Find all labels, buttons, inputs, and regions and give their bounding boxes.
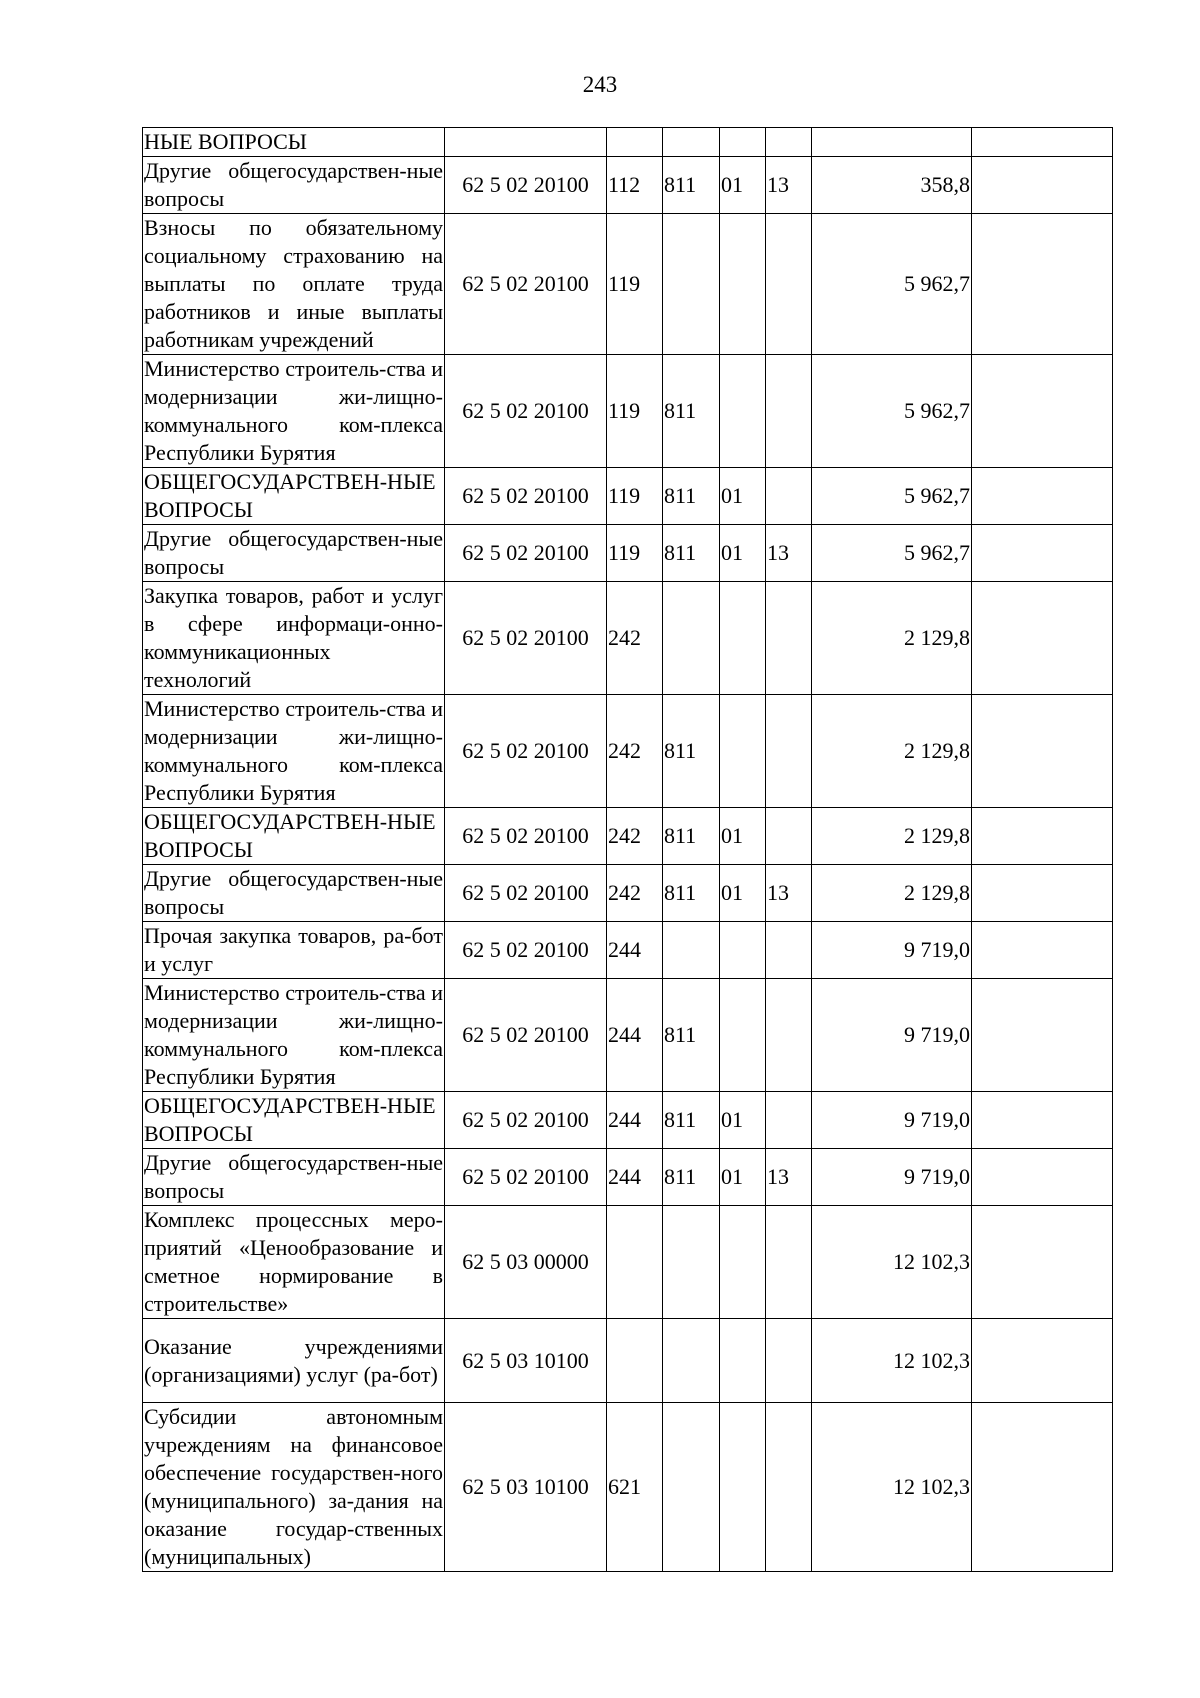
expense-type-code-cell xyxy=(607,128,663,157)
item-name-cell: ОБЩЕГОСУДАРСТВЕН-НЫЕ ВОПРОСЫ xyxy=(143,808,445,865)
target-article-code-cell: 62 5 03 00000 xyxy=(445,1206,607,1319)
extra-column-cell xyxy=(972,922,1113,979)
extra-column-cell xyxy=(972,1206,1113,1319)
item-name-cell: Комплекс процессных меро-приятий «Ценообразование и сметное нормирование в строительстве» xyxy=(143,1206,445,1319)
item-name-cell: Министерство строитель-ства и модернизации жи-лищно-коммунального ком-плекса Республики Бурятия xyxy=(143,979,445,1092)
expense-type-code-cell: 119 xyxy=(607,468,663,525)
amount-cell: 5 962,7 xyxy=(812,214,972,355)
expense-type-code-cell: 242 xyxy=(607,695,663,808)
subsection-code-cell xyxy=(766,979,812,1092)
section-code-cell xyxy=(720,355,766,468)
target-article-code-cell: 62 5 02 20100 xyxy=(445,582,607,695)
expense-type-code-cell: 621 xyxy=(607,1403,663,1572)
subsection-code-cell xyxy=(766,695,812,808)
subsection-code-cell: 13 xyxy=(766,1149,812,1206)
ministry-code-cell: 811 xyxy=(663,468,720,525)
ministry-code-cell xyxy=(663,128,720,157)
ministry-code-cell xyxy=(663,1319,720,1403)
amount-cell: 9 719,0 xyxy=(812,1149,972,1206)
table-row xyxy=(143,355,1113,468)
expense-type-code-cell: 244 xyxy=(607,979,663,1092)
item-name-cell: Министерство строитель-ства и модернизации жи-лищно-коммунального ком-плекса Республики Бурятия xyxy=(143,355,445,468)
amount-cell: 12 102,3 xyxy=(812,1319,972,1403)
expense-type-code-cell xyxy=(607,1206,663,1319)
table-row xyxy=(143,695,1113,808)
target-article-code-cell: 62 5 02 20100 xyxy=(445,865,607,922)
ministry-code-cell: 811 xyxy=(663,808,720,865)
table-row xyxy=(143,214,1113,355)
section-code-cell xyxy=(720,922,766,979)
table-row xyxy=(143,1092,1113,1149)
ministry-code-cell: 811 xyxy=(663,1149,720,1206)
item-name-cell: Министерство строитель-ства и модернизации жи-лищно-коммунального ком-плекса Республики Бурятия xyxy=(143,695,445,808)
target-article-code-cell: 62 5 02 20100 xyxy=(445,157,607,214)
target-article-code-cell: 62 5 02 20100 xyxy=(445,355,607,468)
table-row xyxy=(143,1403,1113,1572)
table-body xyxy=(143,128,1113,1572)
section-code-cell: 01 xyxy=(720,468,766,525)
target-article-code-cell: 62 5 03 10100 xyxy=(445,1319,607,1403)
target-article-code-cell: 62 5 02 20100 xyxy=(445,525,607,582)
table-row xyxy=(143,1319,1113,1403)
subsection-code-cell xyxy=(766,1092,812,1149)
expense-type-code-cell: 242 xyxy=(607,865,663,922)
expense-type-code-cell: 119 xyxy=(607,355,663,468)
subsection-code-cell xyxy=(766,922,812,979)
target-article-code-cell: 62 5 03 10100 xyxy=(445,1403,607,1572)
subsection-code-cell: 13 xyxy=(766,865,812,922)
ministry-code-cell: 811 xyxy=(663,355,720,468)
ministry-code-cell xyxy=(663,214,720,355)
table-row xyxy=(143,922,1113,979)
page-number: 243 xyxy=(582,72,618,97)
subsection-code-cell xyxy=(766,468,812,525)
amount-cell: 2 129,8 xyxy=(812,808,972,865)
subsection-code-cell xyxy=(766,1403,812,1572)
ministry-code-cell: 811 xyxy=(663,525,720,582)
item-name-cell: Оказание учреждениями (организациями) услуг (ра-бот) xyxy=(143,1319,445,1403)
extra-column-cell xyxy=(972,865,1113,922)
amount-cell: 2 129,8 xyxy=(812,695,972,808)
table-row xyxy=(143,525,1113,582)
subsection-code-cell: 13 xyxy=(766,525,812,582)
target-article-code-cell xyxy=(445,128,607,157)
table-row xyxy=(143,979,1113,1092)
extra-column-cell xyxy=(972,355,1113,468)
expense-type-code-cell: 244 xyxy=(607,1149,663,1206)
section-code-cell: 01 xyxy=(720,157,766,214)
ministry-code-cell: 811 xyxy=(663,1092,720,1149)
amount-cell: 5 962,7 xyxy=(812,355,972,468)
section-code-cell xyxy=(720,1206,766,1319)
subsection-code-cell xyxy=(766,128,812,157)
budget-table xyxy=(142,127,1113,1572)
target-article-code-cell: 62 5 02 20100 xyxy=(445,214,607,355)
expense-type-code-cell: 244 xyxy=(607,922,663,979)
section-code-cell: 01 xyxy=(720,525,766,582)
target-article-code-cell: 62 5 02 20100 xyxy=(445,468,607,525)
expense-type-code-cell: 119 xyxy=(607,214,663,355)
extra-column-cell xyxy=(972,808,1113,865)
amount-cell: 9 719,0 xyxy=(812,1092,972,1149)
table-row xyxy=(143,808,1113,865)
item-name-cell: ОБЩЕГОСУДАРСТВЕН-НЫЕ ВОПРОСЫ xyxy=(143,1092,445,1149)
item-name-cell: Прочая закупка товаров, ра-бот и услуг xyxy=(143,922,445,979)
table-row xyxy=(143,1206,1113,1319)
extra-column-cell xyxy=(972,157,1113,214)
ministry-code-cell xyxy=(663,582,720,695)
ministry-code-cell xyxy=(663,1403,720,1572)
section-code-cell xyxy=(720,214,766,355)
table-row xyxy=(143,157,1113,214)
amount-cell: 12 102,3 xyxy=(812,1403,972,1572)
ministry-code-cell: 811 xyxy=(663,695,720,808)
target-article-code-cell: 62 5 02 20100 xyxy=(445,695,607,808)
extra-column-cell xyxy=(972,214,1113,355)
amount-cell: 2 129,8 xyxy=(812,582,972,695)
expense-type-code-cell: 244 xyxy=(607,1092,663,1149)
subsection-code-cell xyxy=(766,1319,812,1403)
amount-cell: 9 719,0 xyxy=(812,979,972,1092)
amount-cell: 2 129,8 xyxy=(812,865,972,922)
ministry-code-cell: 811 xyxy=(663,157,720,214)
target-article-code-cell: 62 5 02 20100 xyxy=(445,922,607,979)
expense-type-code-cell: 242 xyxy=(607,808,663,865)
table-row xyxy=(143,468,1113,525)
section-code-cell: 01 xyxy=(720,1092,766,1149)
ministry-code-cell xyxy=(663,1206,720,1319)
subsection-code-cell: 13 xyxy=(766,157,812,214)
section-code-cell: 01 xyxy=(720,808,766,865)
extra-column-cell xyxy=(972,1403,1113,1572)
target-article-code-cell: 62 5 02 20100 xyxy=(445,1092,607,1149)
expense-type-code-cell: 112 xyxy=(607,157,663,214)
section-code-cell xyxy=(720,695,766,808)
amount-cell xyxy=(812,128,972,157)
item-name-cell: ОБЩЕГОСУДАРСТВЕН-НЫЕ ВОПРОСЫ xyxy=(143,468,445,525)
subsection-code-cell xyxy=(766,582,812,695)
target-article-code-cell: 62 5 02 20100 xyxy=(445,979,607,1092)
amount-cell: 9 719,0 xyxy=(812,922,972,979)
item-name-cell: Другие общегосударствен-ные вопросы xyxy=(143,525,445,582)
extra-column-cell xyxy=(972,1319,1113,1403)
extra-column-cell xyxy=(972,468,1113,525)
table-row xyxy=(143,128,1113,157)
expense-type-code-cell: 119 xyxy=(607,525,663,582)
section-code-cell xyxy=(720,1319,766,1403)
amount-cell: 358,8 xyxy=(812,157,972,214)
extra-column-cell xyxy=(972,695,1113,808)
section-code-cell xyxy=(720,1403,766,1572)
item-name-cell: Взносы по обязательному социальному страхованию на выплаты по оплате труда работников и иные выплаты работникам учреждений xyxy=(143,214,445,355)
item-name-cell: Другие общегосударствен-ные вопросы xyxy=(143,157,445,214)
ministry-code-cell xyxy=(663,922,720,979)
amount-cell: 5 962,7 xyxy=(812,468,972,525)
item-name-cell: Другие общегосударствен-ные вопросы xyxy=(143,1149,445,1206)
extra-column-cell xyxy=(972,1092,1113,1149)
extra-column-cell xyxy=(972,1149,1113,1206)
section-code-cell xyxy=(720,979,766,1092)
extra-column-cell xyxy=(972,128,1113,157)
table-row xyxy=(143,582,1113,695)
expense-type-code-cell: 242 xyxy=(607,582,663,695)
subsection-code-cell xyxy=(766,808,812,865)
item-name-cell: Субсидии автономным учреждениям на финансовое обеспечение государствен-ного (муниципального) за-дания на оказание государ-ственных (муниципальных) xyxy=(143,1403,445,1572)
amount-cell: 5 962,7 xyxy=(812,525,972,582)
section-code-cell xyxy=(720,582,766,695)
extra-column-cell xyxy=(972,582,1113,695)
target-article-code-cell: 62 5 02 20100 xyxy=(445,808,607,865)
extra-column-cell xyxy=(972,525,1113,582)
extra-column-cell xyxy=(972,979,1113,1092)
amount-cell: 12 102,3 xyxy=(812,1206,972,1319)
table-row xyxy=(143,1149,1113,1206)
item-name-cell: Закупка товаров, работ и услуг в сфере информаци-онно-коммуникационных технологий xyxy=(143,582,445,695)
item-name-cell: НЫЕ ВОПРОСЫ xyxy=(143,128,445,157)
target-article-code-cell: 62 5 02 20100 xyxy=(445,1149,607,1206)
subsection-code-cell xyxy=(766,214,812,355)
subsection-code-cell xyxy=(766,1206,812,1319)
ministry-code-cell: 811 xyxy=(663,979,720,1092)
ministry-code-cell: 811 xyxy=(663,865,720,922)
section-code-cell xyxy=(720,128,766,157)
expense-type-code-cell xyxy=(607,1319,663,1403)
item-name-cell: Другие общегосударствен-ные вопросы xyxy=(143,865,445,922)
section-code-cell: 01 xyxy=(720,865,766,922)
table-row xyxy=(143,865,1113,922)
section-code-cell: 01 xyxy=(720,1149,766,1206)
subsection-code-cell xyxy=(766,355,812,468)
